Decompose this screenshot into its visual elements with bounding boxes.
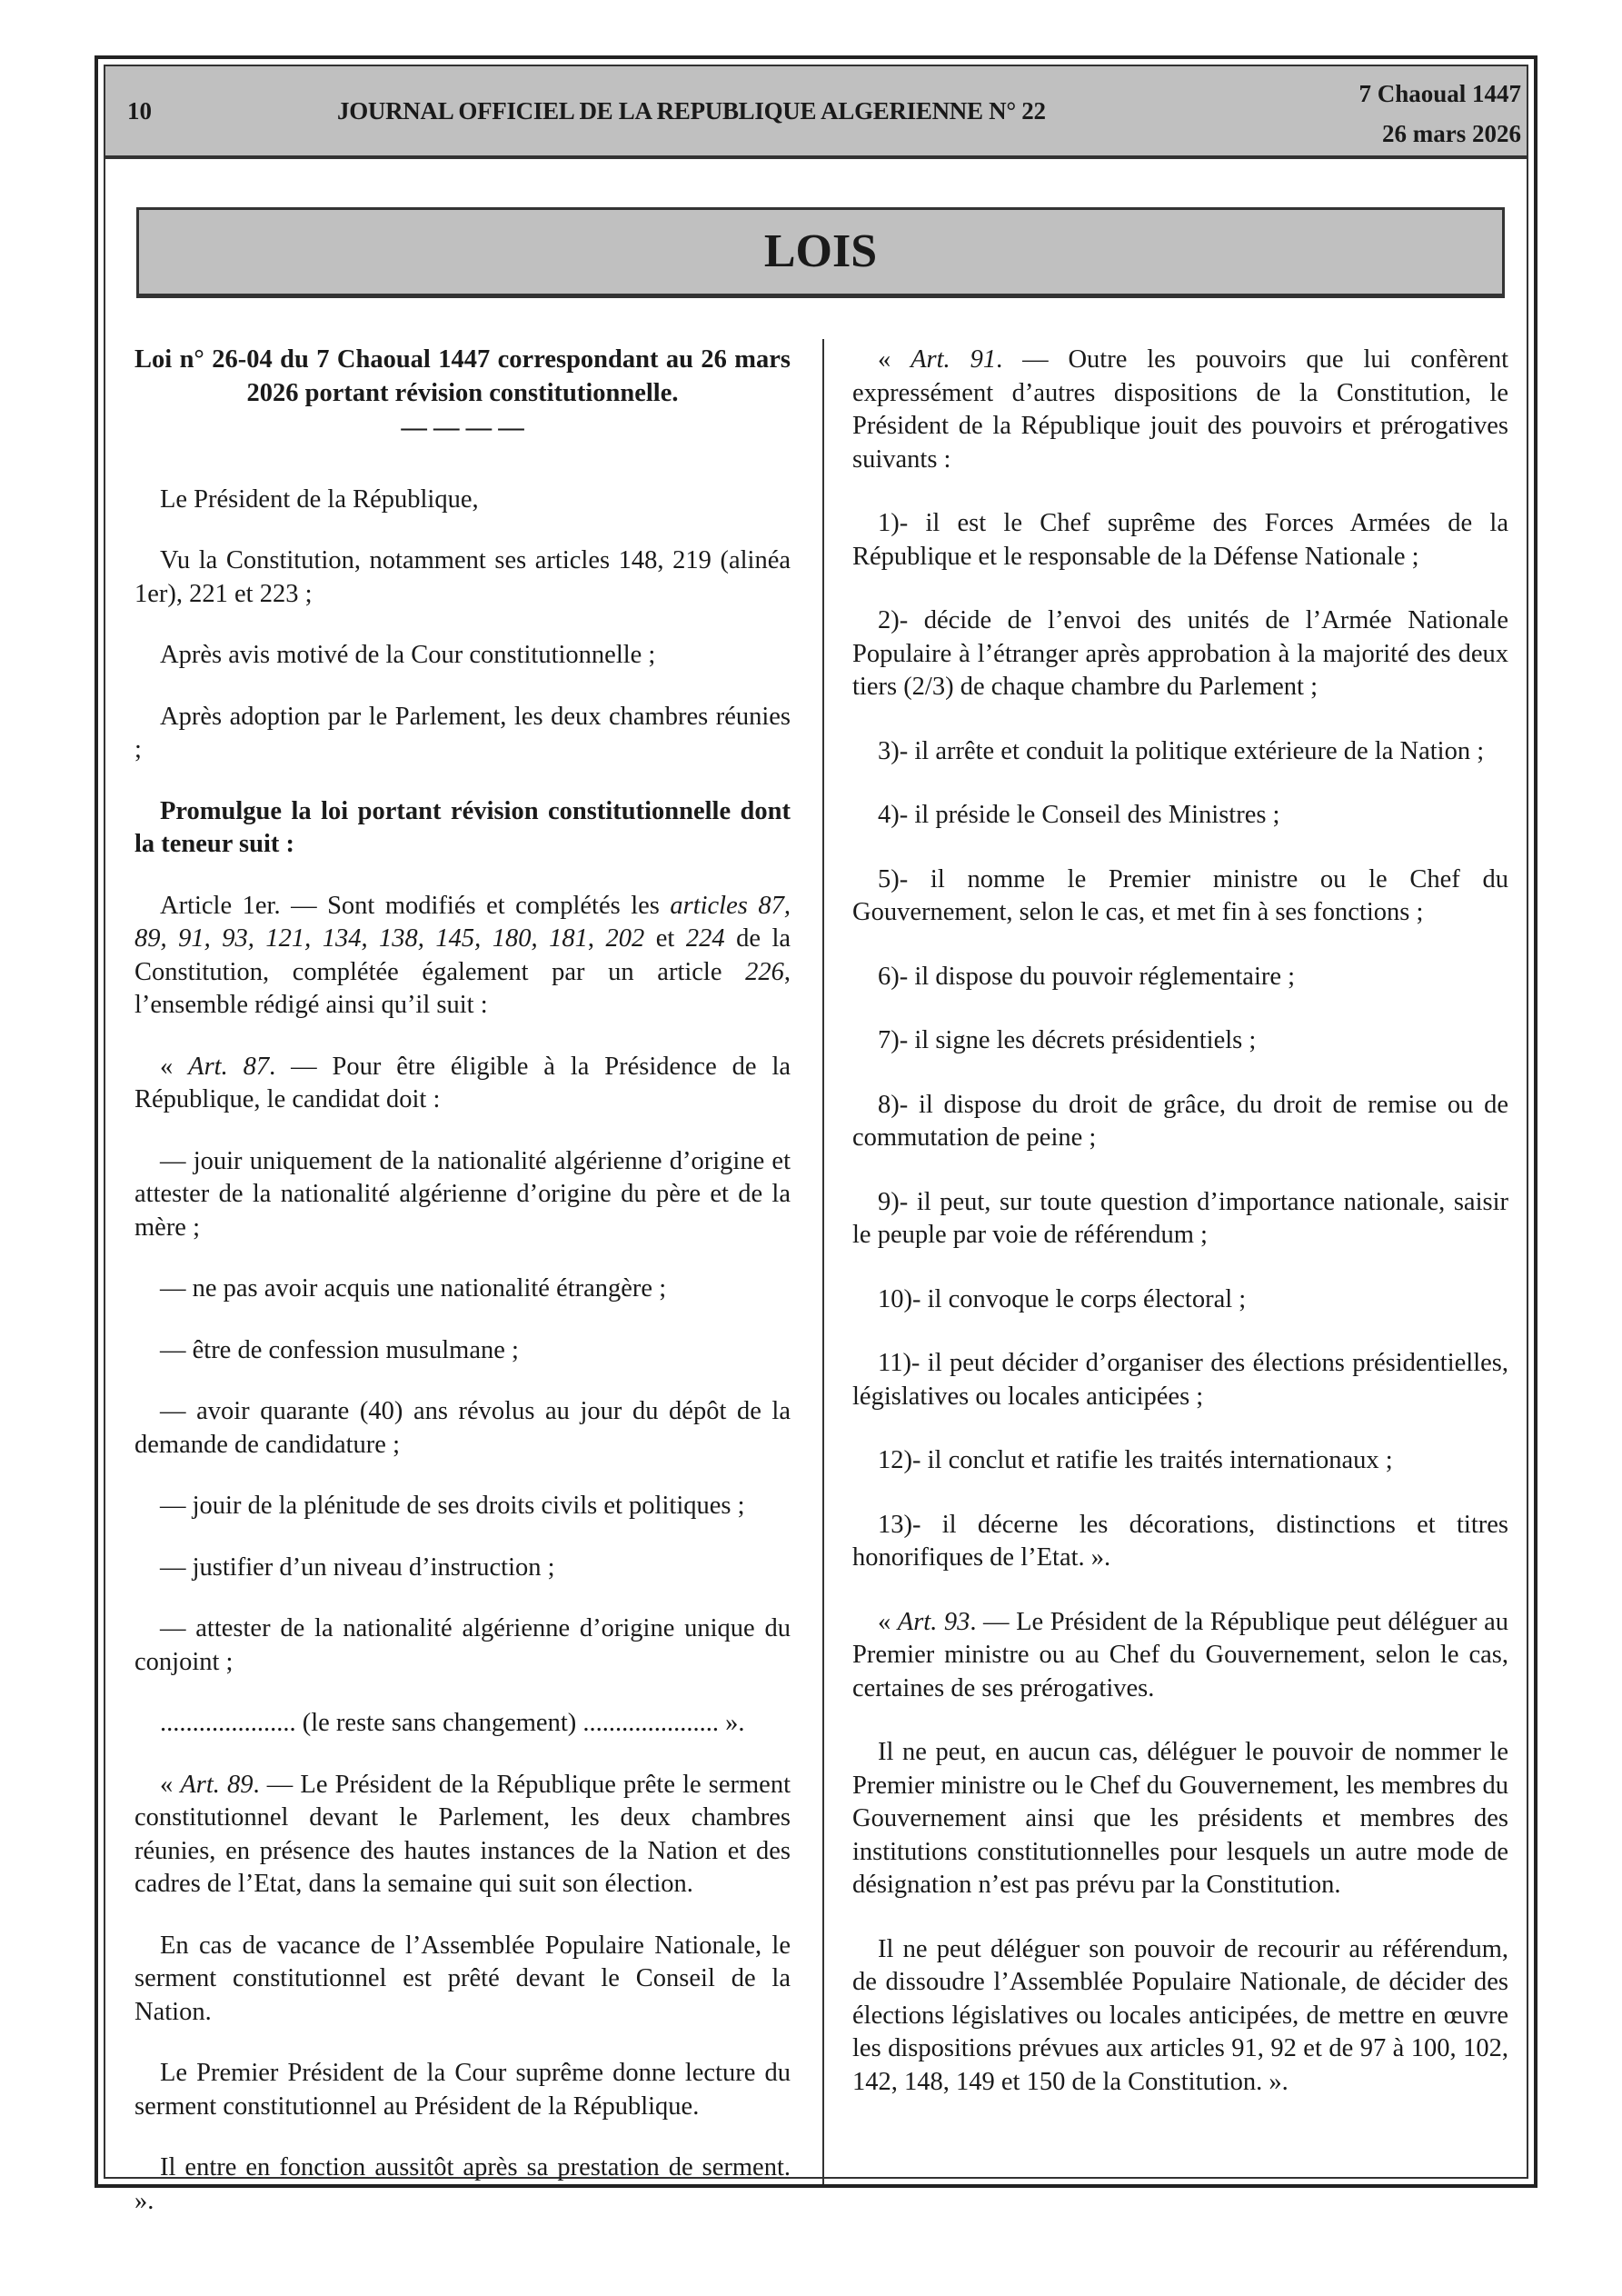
paragraph xyxy=(134,1707,791,1741)
text-run: Le Président de la République, xyxy=(160,484,479,514)
text-run: . — Le Président de la République prête le serment constitutionnel devant le Parlement, les deux chambres réunies, en présence des hautes instances de la Nation et des cadres de l’Etat, dans la semaine qui suit son élection. xyxy=(134,1770,791,1898)
paragraph xyxy=(134,2151,791,2218)
text-run: « xyxy=(878,345,911,374)
title-separator: — — — — xyxy=(401,414,524,442)
paragraph xyxy=(852,1347,1508,1413)
page-number: 10 xyxy=(127,97,152,125)
text-run: . — Le Président de la République peut déléguer au Premier ministre ou au Chef du Gouvernement, selon le cas, certaines de ses prérogatives. xyxy=(852,1607,1508,1702)
paragraph xyxy=(852,799,1508,833)
text-run: 8)- il dispose du droit de grâce, du droit de remise ou de commutation de peine ; xyxy=(852,1090,1508,1152)
paragraph xyxy=(852,735,1508,769)
text-run: de la Constitution, complétée également par un article xyxy=(134,924,791,986)
text-run: Après adoption par le Parlement, les deux chambres réunies ; xyxy=(134,702,791,764)
italic-text: 224 xyxy=(685,924,725,953)
paragraph xyxy=(852,1089,1508,1155)
paragraph xyxy=(134,1769,791,1902)
text-run: — être de confession musulmane ; xyxy=(160,1335,519,1364)
page-frame xyxy=(95,55,1537,2215)
paragraph xyxy=(134,1334,791,1368)
journal-header xyxy=(105,66,1527,159)
text-run: 1)- il est le Chef suprême des Forces Armées de la République et le responsable de la Défense Nationale ; xyxy=(852,509,1508,571)
column-divider xyxy=(822,339,824,2184)
paragraph xyxy=(852,1186,1508,1253)
italic-text: 226 xyxy=(745,957,784,986)
paragraph xyxy=(134,639,791,673)
text-run: ..................... (le reste sans changement) ..................... ». xyxy=(160,1709,745,1737)
text-run: 12)- il conclut et ratifie les traités internationaux ; xyxy=(878,1446,1393,1474)
paragraph xyxy=(134,1051,791,1117)
text-run: 9)- il peut, sur toute question d’importance nationale, saisir le peuple par voie de référendum ; xyxy=(852,1187,1508,1249)
text-run: Article 1er. — Sont modifiés et complétés les xyxy=(160,891,671,920)
paragraph xyxy=(852,1283,1508,1317)
paragraph xyxy=(134,484,791,517)
italic-text: Art. 89 xyxy=(180,1770,254,1799)
paragraph xyxy=(852,1024,1508,1058)
paragraph xyxy=(134,1612,791,1679)
paragraph xyxy=(852,344,1508,476)
text-run: et xyxy=(644,924,686,953)
page-frame-inner xyxy=(104,65,1528,2215)
paragraph xyxy=(134,701,791,767)
bold-text: Promulgue la loi portant révision constitutionnelle dont la teneur suit : xyxy=(134,796,791,858)
text-run: Après avis motivé de la Cour constitutionnelle ; xyxy=(160,641,656,669)
paragraph xyxy=(852,1736,1508,1902)
paragraph xyxy=(134,795,791,862)
paragraph xyxy=(852,1444,1508,1478)
text-run: . — Pour être éligible à la Présidence de la République, le candidat doit : xyxy=(134,1052,791,1113)
italic-text: Art. 87 xyxy=(188,1052,270,1081)
text-run: 3)- il arrête et conduit la politique extérieure de la Nation ; xyxy=(878,736,1485,765)
paragraph xyxy=(852,1509,1508,1575)
text-run: 13)- il décerne les décorations, distinctions et titres honorifiques de l’Etat. ». xyxy=(852,1510,1508,1572)
section-title: LOIS xyxy=(763,225,878,277)
text-run: Le Premier Président de la Cour suprême donne lecture du serment constitutionnel au Président de la République. xyxy=(134,2059,791,2121)
paragraph xyxy=(134,1395,791,1462)
issue-date xyxy=(1358,74,1521,154)
paragraph xyxy=(852,1606,1508,1706)
paragraph xyxy=(852,604,1508,704)
italic-text: Art. 93 xyxy=(897,1607,970,1636)
text-run: — attester de la nationalité algérienne d’origine unique du conjoint ; xyxy=(134,1614,791,1676)
text-run: — jouir uniquement de la nationalité algérienne d’origine et attester de la nationalité algérienne d’origine du père et de la mère ; xyxy=(134,1146,791,1242)
paragraph xyxy=(134,1490,791,1523)
text-run: 7)- il signe les décrets présidentiels ; xyxy=(878,1026,1257,1054)
left-column xyxy=(134,344,791,2246)
text-run: 2)- décide de l’envoi des unités de l’Armée Nationale Populaire à l’étranger après approbation à la majorité des deux tiers (2/3) de chaque chambre du Parlement ; xyxy=(852,606,1508,701)
text-run: En cas de vacance de l’Assemblée Populaire Nationale, le serment constitutionnel est prêté devant le Conseil de la Nation. xyxy=(134,1931,791,2026)
italic-text: Art. 91 xyxy=(911,345,997,374)
paragraph xyxy=(134,1145,791,1245)
paragraph xyxy=(134,544,791,611)
date-hijri: 7 Chaoual 1447 xyxy=(1358,80,1521,107)
italic-text: 202 xyxy=(605,924,645,953)
text-run: Vu la Constitution, notamment ses articles 148, 219 (alinéa 1er), 221 et 223 ; xyxy=(134,546,791,608)
text-run: — ne pas avoir acquis une nationalité étrangère ; xyxy=(160,1274,667,1303)
law-title: Loi n° 26-04 du 7 Chaoual 1447 correspondant au 26 mars 2026 portant révision constitutionnelle. xyxy=(134,345,791,407)
text-run: , xyxy=(587,924,606,953)
paragraph xyxy=(852,961,1508,994)
paragraph xyxy=(134,1273,791,1306)
paragraph xyxy=(852,507,1508,574)
paragraph xyxy=(852,1933,1508,2100)
text-run: « xyxy=(160,1770,181,1799)
section-heading xyxy=(136,207,1505,298)
text-run: Il ne peut déléguer son pouvoir de recourir au référendum, de dissoudre l’Assemblée Populaire Nationale, de décider des élections législatives ou locales anticipées, de mettre en œuvre les dispositions prévues aux articles 91, 92 et de 97 à 100, 102, 142, 148, 149 et 150 de la Constitution. ». xyxy=(852,1934,1508,2096)
paragraph xyxy=(134,890,791,1023)
date-gregorian: 26 mars 2026 xyxy=(1382,120,1521,147)
text-run: — justifier d’un niveau d’instruction ; xyxy=(160,1552,555,1582)
text-run: . — Outre les pouvoirs que lui confèrent expressément d’autres dispositions de la Constitution, le Président de la République jouit des pouvoirs et prérogatives suivants : xyxy=(852,345,1509,474)
text-run: 6)- il dispose du pouvoir réglementaire ; xyxy=(878,962,1296,991)
text-run: 10)- il convoque le corps électoral ; xyxy=(878,1284,1247,1313)
text-run: « xyxy=(878,1607,898,1636)
text-run: Il entre en fonction aussitôt après sa prestation de serment. ». xyxy=(134,2153,791,2215)
text-run: 11)- il peut décider d’organiser des élections présidentielles, législatives ou locales anticipées ; xyxy=(852,1349,1508,1411)
right-column xyxy=(852,344,1508,2130)
journal-title: JOURNAL OFFICIEL DE LA REPUBLIQUE ALGERIENNE N° 22 xyxy=(337,97,1046,125)
text-run: — avoir quarante (40) ans révolus au jour du dépôt de la demande de candidature ; xyxy=(134,1397,791,1459)
paragraph xyxy=(134,2057,791,2123)
text-run: Il ne peut, en aucun cas, déléguer le pouvoir de nommer le Premier ministre ou le Chef du Gouvernement, les membres du Gouvernement ainsi que les présidents et membres des institutions constitutionnelles pour lesquels un autre mode de désignation n’est pas prévu par la Constitution. xyxy=(852,1738,1508,1899)
paragraph xyxy=(852,863,1508,930)
text-run: — jouir de la plénitude de ses droits civils et politiques ; xyxy=(160,1492,745,1520)
text-run: « xyxy=(160,1052,189,1081)
paragraph xyxy=(134,1552,791,1585)
italic-text: articles 87, 89, 91, 93, 121, 134, 138, 145, 180, 181 xyxy=(134,891,791,953)
text-run: 4)- il préside le Conseil des Ministres ; xyxy=(878,801,1280,829)
paragraph xyxy=(134,1930,791,2030)
text-run: 5)- il nomme le Premier ministre ou le Chef du Gouvernement, selon le cas, et met fin à ses fonctions ; xyxy=(852,864,1508,926)
text-run: , l’ensemble rédigé ainsi qu’il suit : xyxy=(134,957,791,1019)
